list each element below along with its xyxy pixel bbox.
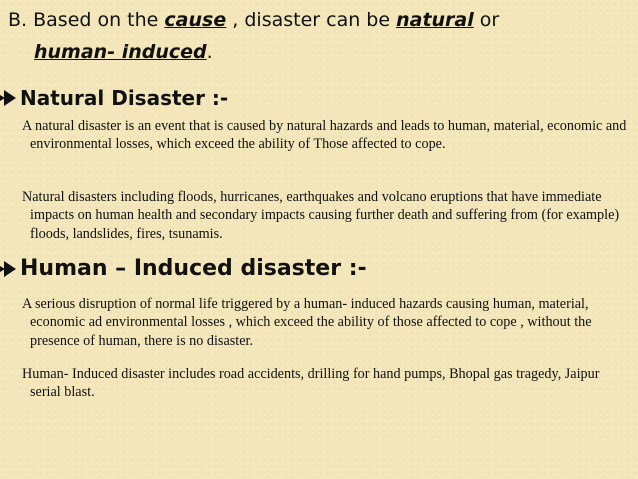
heading-human-induced: human- induced (34, 41, 207, 63)
heading-line-2 (34, 40, 213, 64)
human-paragraph-2: Human- Induced disaster includes road accidents, drilling for hand pumps, Bhopal gas tragedy, Jaipur serial blast. (22, 366, 600, 401)
human-paragraph-1: A serious disruption of normal life triggered by a human- induced hazards causing human, material, economic ad environmental losses , which exceed the ability of those affected to cope , without the presence of human, there is no disaster. (22, 296, 592, 349)
human-title-text: Human – Induced disaster :- (20, 256, 367, 281)
heading-middle: , disaster can be (226, 9, 397, 31)
heading-prefix: B. Based on the (8, 9, 165, 31)
arrow-bullet-icon (4, 90, 16, 106)
natural-paragraph-1: A natural disaster is an event that is caused by natural hazards and leads to human, material, economic and environmental losses, which exceed the ability of Those affected to cope. (22, 118, 627, 153)
natural-title-text: Natural Disaster :- (20, 86, 229, 110)
heading-natural: natural (396, 9, 474, 31)
heading-period: . (206, 41, 213, 63)
natural-paragraph-2: Natural disasters including floods, hurricanes, earthquakes and volcano eruptions that have immediate impacts on human health and secondary impacts causing further death and suffering from (for example) floods, landslides, fires, tsunamis. (22, 189, 620, 242)
heading-cause: cause (164, 9, 227, 31)
arrow-bullet-icon (4, 261, 16, 277)
heading-line-1 (8, 8, 499, 32)
human-induced-title (4, 256, 367, 281)
natural-disaster-title (4, 86, 228, 110)
heading-suffix: or (473, 9, 500, 31)
